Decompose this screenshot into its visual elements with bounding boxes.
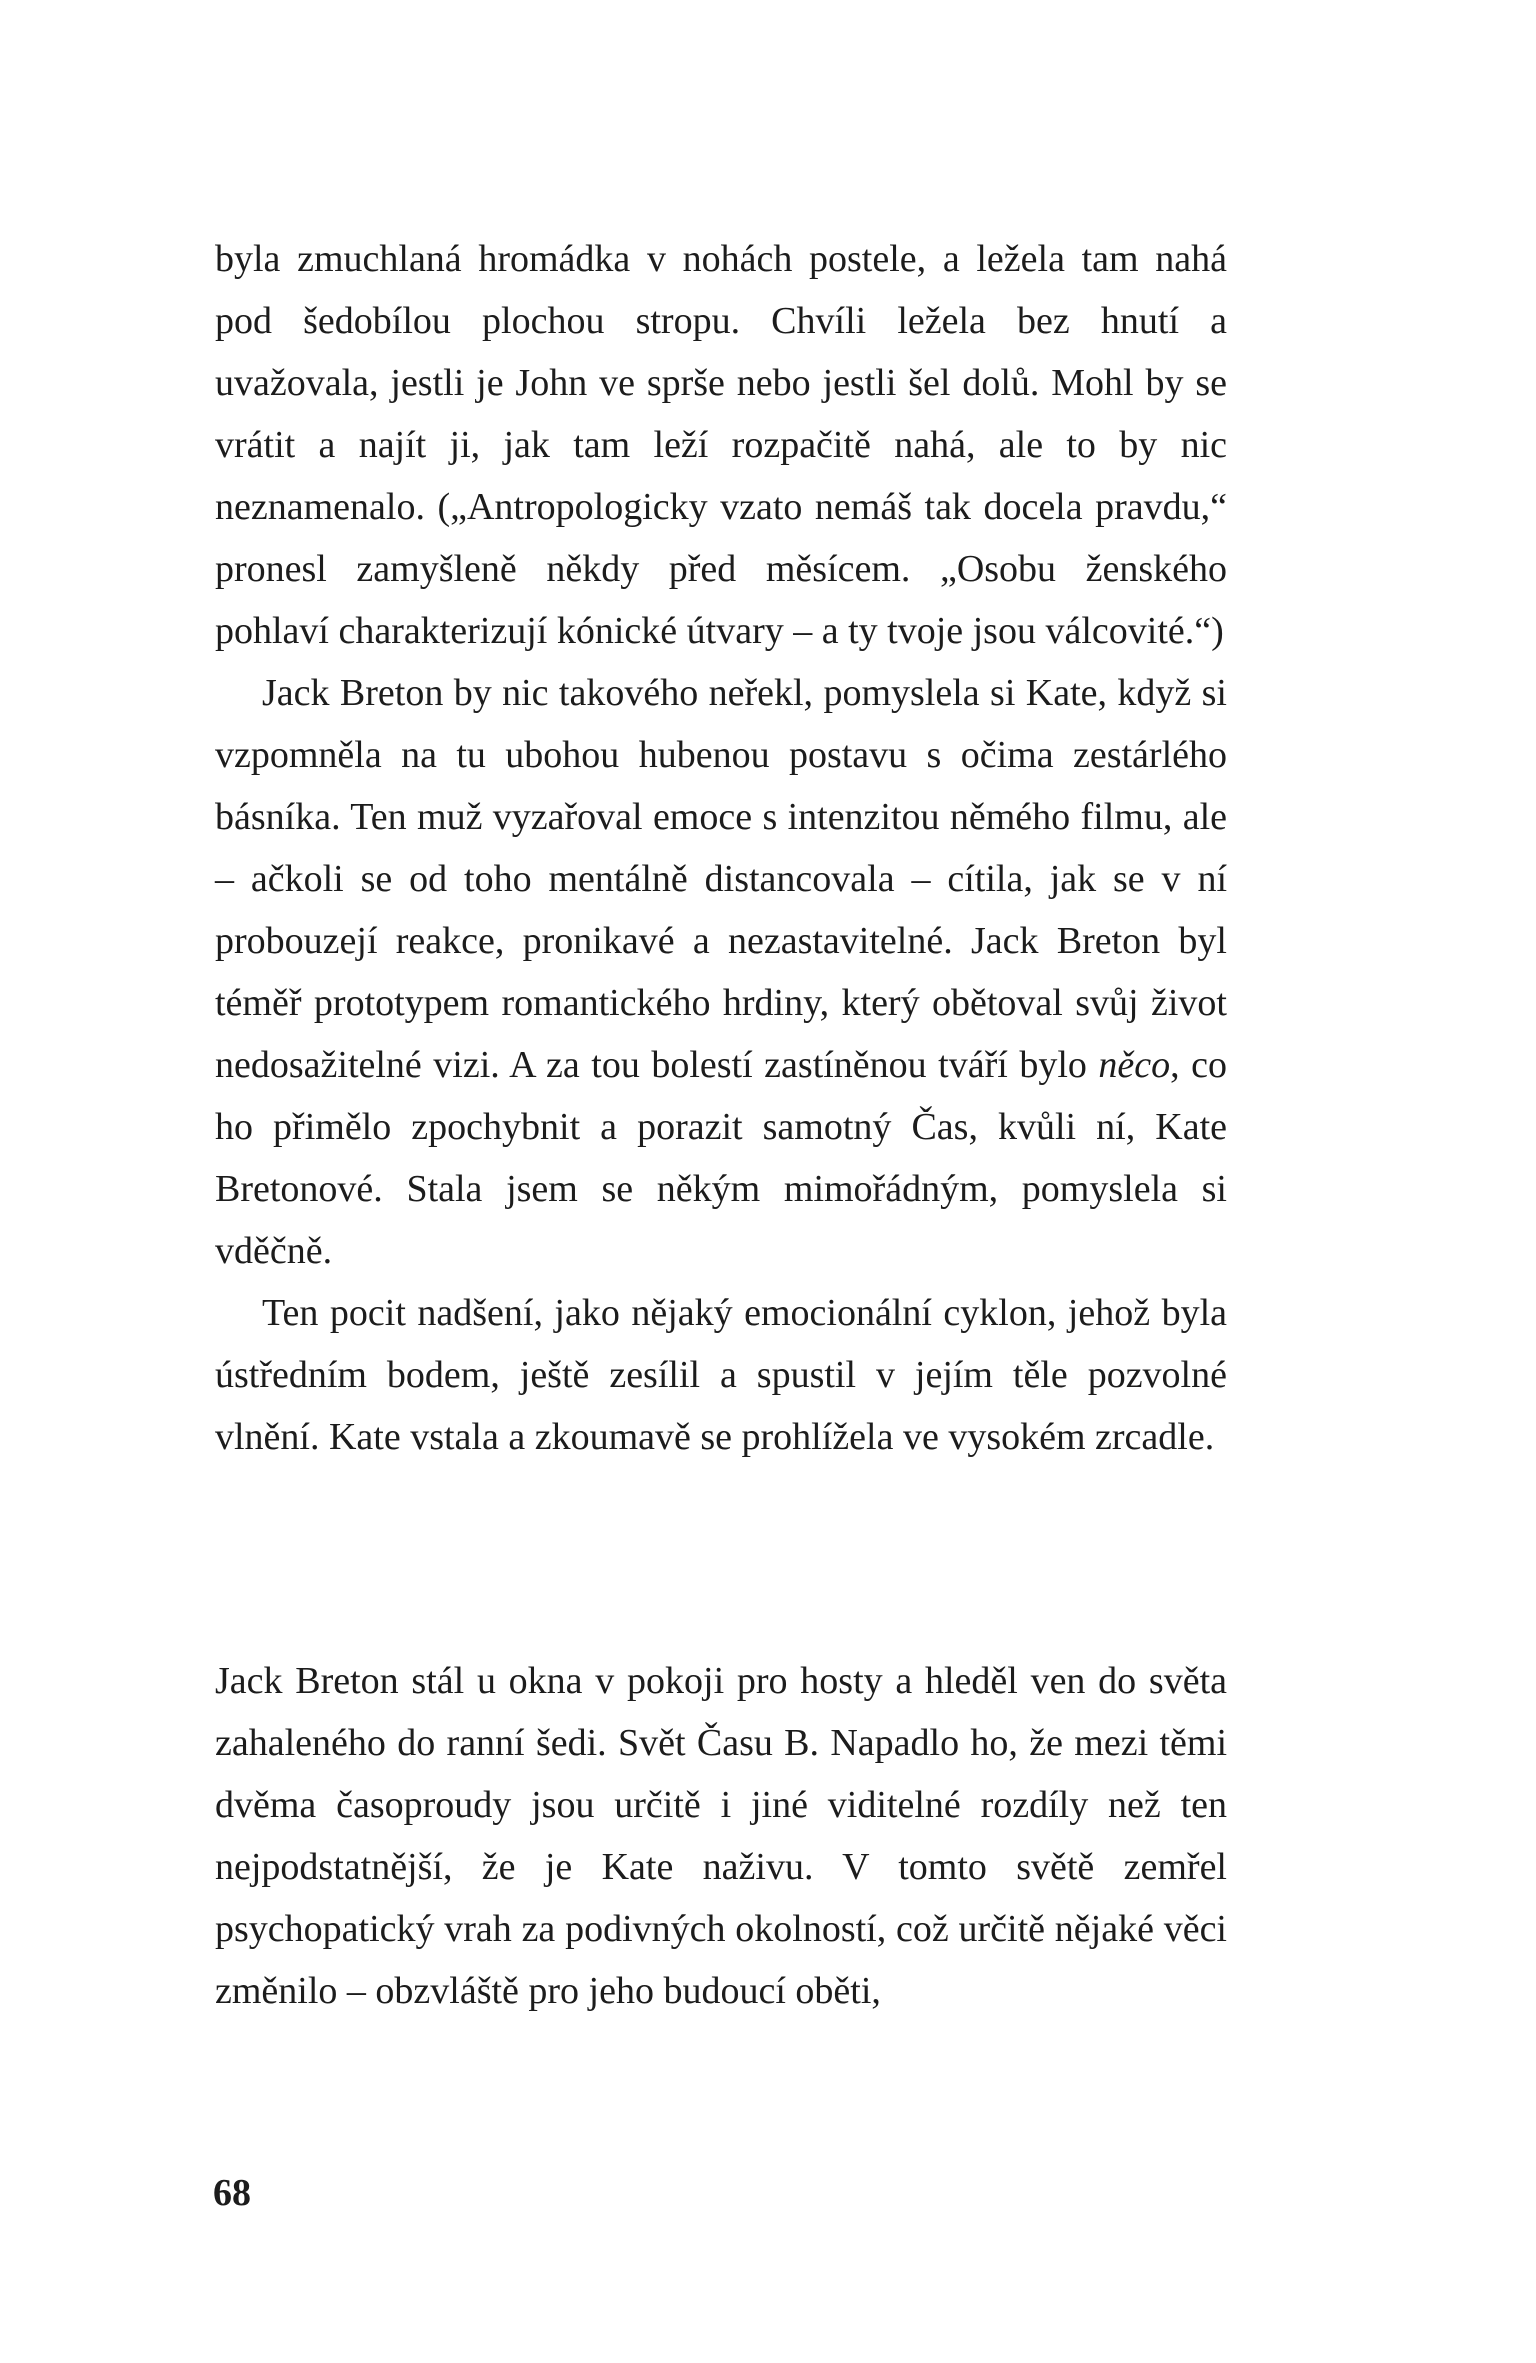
paragraph-continuation: byla zmuchlaná hromádka v nohách postele, a ležela tam nahá pod šedobílou plochou stropu. Chvíli ležela bez hnutí a uvažovala, jestli je John ve sprše nebo jestli šel dolů. Mohl by se vrátit a najít ji, jak tam leží rozpačitě nahá, ale to by nic neznamenalo. („Antropologicky vzato nemáš tak docela pravdu,“ pronesl zamyšleně někdy před měsícem. „Osobu ženského pohlaví charakterizují kónické útvary – a ty tvoje jsou válcovité.“) bbox=[215, 238, 1227, 652]
page-number: 68 bbox=[213, 2172, 251, 2214]
section-text-2 bbox=[215, 1650, 1227, 2022]
paragraph-text-before-emphasis: Jack Breton by nic takového neřekl, pomyslela si Kate, když si vzpomněla na tu ubohou hubenou postavu s očima zestárlého básníka. Ten muž vyzařoval emoce s intenzitou němého filmu, ale – ačkoli se od toho mentálně distancovala – cítila, jak se v ní probouzejí reakce, pronikavé a nezastavitelné. Jack Breton byl téměř prototypem romantického hrdiny, který obětoval svůj život nedosažitelné vizi. A za tou bolestí zastíněnou tváří bylo bbox=[215, 672, 1227, 1086]
paragraph-jack-breton bbox=[215, 662, 1227, 1282]
emphasized-word: něco bbox=[1098, 1044, 1171, 1086]
paragraph-guest-room: Jack Breton stál u okna v pokoji pro hosty a hleděl ven do světa zahaleného do ranní šedi. Svět Času B. Napadlo ho, že mezi těmi dvěma časoproudy jsou určitě i jiné viditelné rozdíly než ten nejpodstatnější, že je Kate naživu. V tomto světě zemřel psychopatický vrah za podivných okolností, což určitě nějaké věci změnilo – obzvláště pro jeho budoucí oběti, bbox=[215, 1660, 1227, 2012]
paragraph-enthusiasm: Ten pocit nadšení, jako nějaký emocionální cyklon, jehož byla ústředním bodem, ještě zesílil a spustil v jejím těle pozvolné vlnění. Kate vstala a zkoumavě se prohlížela ve vysokém zrcadle. bbox=[215, 1292, 1227, 1458]
paragraph-text-after-emphasis: , co ho přimělo zpochybnit a porazit samotný Čas, kvůli ní, Kate Bretonové. Stala jsem se někým mimořádným, pomyslela si vděčně. bbox=[215, 1044, 1227, 1272]
section-text-1 bbox=[215, 228, 1227, 1468]
